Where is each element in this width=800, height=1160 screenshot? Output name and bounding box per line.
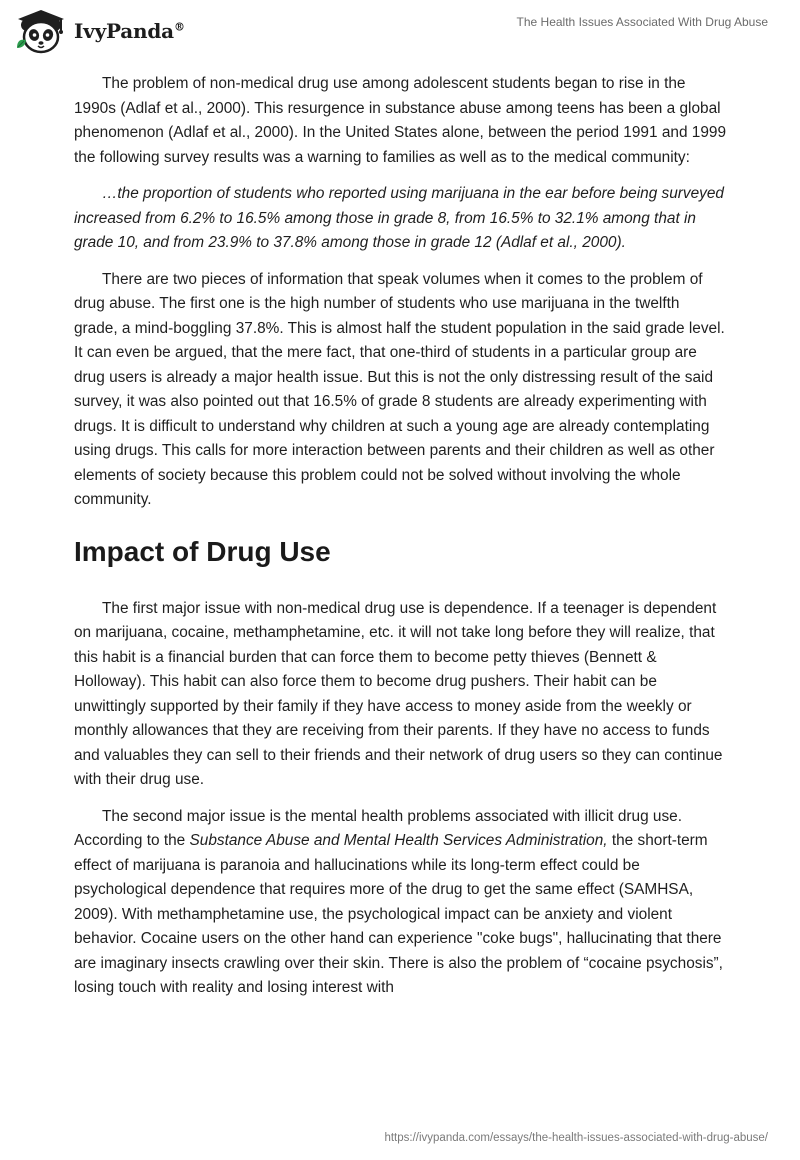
block-quote: …the proportion of students who reported using marijuana in the ear before being surveyed increased from 6.2% to 16.5% among those in grade 8, from 16.5% to 32.1% among that in grade 10, and from 23.9% to 37.8% among those in grade 12 (Adlaf et al., 2000). — [74, 185, 724, 251]
paragraph-mental-health-end: the short-term effect of marijuana is paranoia and hallucinations while its long-term effect could be psychological dependence that requires more of the drug to get the same effect (SAMHSA, 2009). With methamphetamine use, the psychological impact can be anxiety and violent behavior. Cocaine users on the other hand can experience "coke bugs", hallucinating that there are imaginary insects crawling over their skin. There is also the problem of “cocaine psychosis”, losing touch with reality and losing interest with — [74, 832, 723, 996]
page-header — [0, 0, 800, 64]
paragraph-dependence: The first major issue with non-medical drug use is dependence. If a teenager is dependent on marijuana, cocaine, methamphetamine, etc. it will not take long before they will realize, that this habit is a financial burden that can force them to become petty thieves (Bennett & Holloway). This habit can also force them to become drug pushers. Their habit can be unwittingly supported by their family if they have access to money aside from the weekly or monthly allowances that they are receiving from their parents. If they have no access to funds and valuables they can sell to their friends and their network of drug users so they can continue with their drug use. — [74, 599, 723, 788]
panda-logo-icon — [14, 8, 68, 54]
paragraph-analysis: There are two pieces of information that speak volumes when it comes to the problem of drug abuse. The first one is the high number of students who use marijuana in the twelfth grade, a mind-boggling 37.8%. This is almost half the student population in the said grade level. It can even be argued, that the mere fact, that one-third of students in a particular group are drug users is already a major health issue. But this is not the only distressing result of the said survey, it was also pointed out that 16.5% of grade 8 students are already experimenting with drugs. It is difficult to understand why children at such a young age are already contemplating using drugs. This calls for more interaction between parents and their children as well as other elements of society because this problem could not be solved without involving the whole community. — [74, 270, 725, 508]
logo-name: IvyPanda — [74, 19, 174, 43]
source-url[interactable]: https://ivypanda.com/essays/the-health-issues-associated-with-drug-abuse/ — [384, 1132, 768, 1144]
logo[interactable] — [14, 8, 185, 54]
paragraph-intro: The problem of non-medical drug use among adolescent students began to rise in the 1990s (Adlaf et al., 2000). This resurgence in substance abuse among teens has been a global phenomenon (Adlaf et al., 2000). In the United States alone, between the period 1991 and 1999 the following survey results was a warning to families as well as to the medical community: — [74, 75, 727, 166]
logo-text — [74, 19, 185, 43]
registered-mark: ® — [173, 20, 185, 34]
paragraph-mental-health-start: The second major issue is the mental health problems associated with illicit drug use. According to the — [74, 807, 682, 849]
agency-name: Substance Abuse and Mental Health Services Administration, — [189, 832, 608, 849]
paragraph-mental-health — [74, 805, 726, 1001]
essay-content — [74, 72, 726, 1013]
section-heading: Impact of Drug Use — [74, 535, 331, 567]
document-title: The Health Issues Associated With Drug Abuse — [516, 15, 768, 29]
